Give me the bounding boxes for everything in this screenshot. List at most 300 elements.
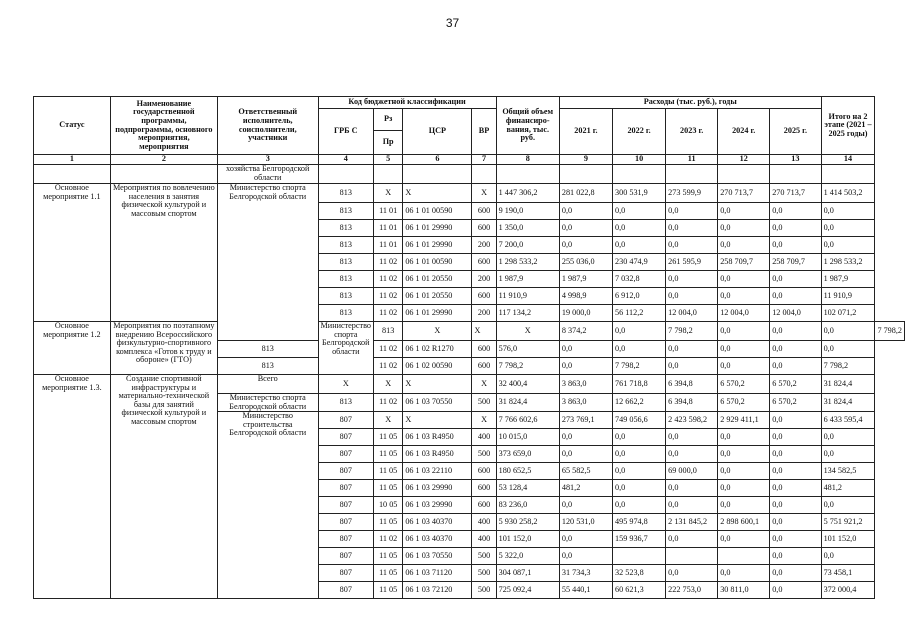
value-cell: 0,0 — [666, 480, 718, 497]
prev-empty — [403, 165, 472, 184]
value-cell: 0,0 — [821, 497, 875, 514]
value-cell: 06 1 01 29990 — [403, 237, 472, 254]
value-cell: 31 824,4 — [496, 394, 559, 412]
value-cell: 372 000,4 — [821, 582, 875, 599]
value-cell: 807 — [318, 531, 373, 548]
value-cell: 5 930 258,2 — [496, 514, 559, 531]
measure-name-cell: Создание спортивной инфраструктуры и материально-технической базы для занятий физической культурой и массовым спортом — [110, 375, 217, 599]
value-cell: 06 1 03 70550 — [403, 394, 472, 412]
value-cell: 813 — [318, 184, 373, 203]
value-cell: X — [403, 375, 472, 394]
value-cell: 32 523,8 — [613, 565, 666, 582]
value-cell: 83 236,0 — [496, 497, 559, 514]
value-cell: X — [403, 412, 472, 429]
value-cell: 200 — [472, 305, 496, 322]
value-cell: 0,0 — [770, 582, 821, 599]
responsible-cell: Министерство спорта Белгородской области — [217, 184, 318, 341]
value-cell: 2 131 845,2 — [666, 514, 718, 531]
value-cell: 0,0 — [559, 497, 612, 514]
value-cell: 11 01 — [374, 220, 403, 237]
value-cell: 7 032,8 — [613, 271, 666, 288]
value-cell: 273 599,9 — [666, 184, 718, 203]
value-cell: 0,0 — [613, 237, 666, 254]
value-cell: 0,0 — [770, 514, 821, 531]
value-cell: 0,0 — [770, 237, 821, 254]
header-year-2023: 2023 г. — [666, 109, 718, 155]
col-number: 1 — [34, 155, 111, 165]
value-cell: X — [374, 412, 403, 429]
prev-empty — [613, 165, 666, 184]
status-cell: Основное мероприятие 1.3. — [34, 375, 111, 599]
value-cell — [613, 548, 666, 565]
value-cell: 0,0 — [770, 480, 821, 497]
value-cell: 0,0 — [770, 220, 821, 237]
value-cell: 06 1 01 29990 — [403, 220, 472, 237]
prev-empty — [770, 165, 821, 184]
value-cell: 0,0 — [613, 497, 666, 514]
value-cell: 813 — [217, 341, 318, 358]
value-cell: 0,0 — [613, 220, 666, 237]
value-cell: 6 570,2 — [770, 375, 821, 394]
value-cell: 0,0 — [718, 497, 770, 514]
value-cell: 600 — [472, 497, 496, 514]
value-cell: 53 128,4 — [496, 480, 559, 497]
value-cell: 0,0 — [718, 341, 770, 358]
value-cell: 159 936,7 — [613, 531, 666, 548]
value-cell: 0,0 — [770, 412, 821, 429]
page-number: 37 — [445, 16, 460, 30]
header-expenses: Расходы (тыс. руб.), годы — [559, 97, 821, 109]
value-cell: 0,0 — [770, 288, 821, 305]
value-cell: 0,0 — [613, 463, 666, 480]
value-cell: X — [472, 322, 496, 341]
value-cell: 0,0 — [821, 322, 875, 341]
value-cell: 5 751 921,2 — [821, 514, 875, 531]
table-row — [34, 375, 905, 394]
header-total: Общий объем финансиро- вания, тыс. руб. — [496, 97, 559, 155]
value-cell: X — [403, 322, 472, 341]
value-cell: 0,0 — [770, 271, 821, 288]
value-cell: 400 — [472, 531, 496, 548]
value-cell: 10 05 — [374, 497, 403, 514]
value-cell: 807 — [318, 429, 373, 446]
value-cell: 56 112,2 — [613, 305, 666, 322]
value-cell: 11 02 — [374, 394, 403, 412]
value-cell: 73 458,1 — [821, 565, 875, 582]
value-cell: 500 — [472, 548, 496, 565]
value-cell: 600 — [472, 220, 496, 237]
value-cell: 11 02 — [374, 254, 403, 271]
value-cell: 600 — [472, 254, 496, 271]
value-cell: 117 134,2 — [496, 305, 559, 322]
value-cell: 373 659,0 — [496, 446, 559, 463]
value-cell: 7 798,2 — [821, 358, 875, 375]
value-cell: 06 1 01 20550 — [403, 288, 472, 305]
value-cell: 0,0 — [666, 271, 718, 288]
value-cell: 600 — [472, 341, 496, 358]
value-cell: 11 01 — [374, 203, 403, 220]
value-cell: 400 — [472, 514, 496, 531]
col-number: 10 — [613, 155, 666, 165]
value-cell: 12 004,0 — [770, 305, 821, 322]
value-cell: 0,0 — [770, 203, 821, 220]
prev-empty — [374, 165, 403, 184]
value-cell: 813 — [318, 237, 373, 254]
value-cell: 0,0 — [559, 429, 612, 446]
value-cell: 258 709,7 — [718, 254, 770, 271]
value-cell: 0,0 — [613, 429, 666, 446]
table-row — [34, 322, 905, 341]
value-cell: 31 824,4 — [821, 394, 875, 412]
prev-empty — [496, 165, 559, 184]
value-cell: 576,0 — [496, 341, 559, 358]
value-cell: 200 — [472, 237, 496, 254]
value-cell: 0,0 — [666, 203, 718, 220]
value-cell: 495 974,8 — [613, 514, 666, 531]
value-cell: 12 004,0 — [666, 305, 718, 322]
value-cell — [666, 548, 718, 565]
value-cell: 807 — [318, 412, 373, 429]
value-cell: 11 05 — [374, 514, 403, 531]
value-cell: 500 — [472, 582, 496, 599]
responsible-cell: Министерство строительства Белгородской области — [217, 412, 318, 599]
value-cell: 400 — [472, 429, 496, 446]
col-number: 6 — [403, 155, 472, 165]
value-cell: 06 1 03 72120 — [403, 582, 472, 599]
value-cell: 3 863,0 — [559, 375, 612, 394]
value-cell: 813 — [318, 288, 373, 305]
col-number: 5 — [374, 155, 403, 165]
value-cell: 06 1 01 29990 — [403, 305, 472, 322]
value-cell: 761 718,8 — [613, 375, 666, 394]
value-cell: 258 709,7 — [770, 254, 821, 271]
value-cell: 1 350,0 — [496, 220, 559, 237]
value-cell: 6 394,8 — [666, 375, 718, 394]
value-cell: 06 1 03 70550 — [403, 548, 472, 565]
value-cell: 101 152,0 — [821, 531, 875, 548]
value-cell: 06 1 03 R4950 — [403, 446, 472, 463]
value-cell: 2 898 600,1 — [718, 514, 770, 531]
value-cell: 500 — [472, 446, 496, 463]
col-number: 11 — [666, 155, 718, 165]
header-year-2025: 2025 г. — [770, 109, 821, 155]
value-cell: 500 — [472, 394, 496, 412]
value-cell: 0,0 — [718, 203, 770, 220]
value-cell: X — [472, 184, 496, 203]
header-budget-code: Код бюджетной классификации — [318, 97, 496, 109]
value-cell: 0,0 — [718, 446, 770, 463]
value-cell: 11 02 — [374, 531, 403, 548]
value-cell: 807 — [318, 565, 373, 582]
value-cell: 19 000,0 — [559, 305, 612, 322]
prev-empty — [472, 165, 496, 184]
value-cell: 6 570,2 — [718, 394, 770, 412]
header-pr: Пр — [374, 131, 403, 155]
value-cell: 12 004,0 — [718, 305, 770, 322]
value-cell: 120 531,0 — [559, 514, 612, 531]
prev-empty — [821, 165, 875, 184]
header-name: Наименование государственной программы, подпрограммы, основного мероприятия, мероприятия — [110, 97, 217, 155]
value-cell: 813 — [217, 358, 318, 375]
value-cell: 06 1 02 00590 — [403, 358, 472, 375]
value-cell: 0,0 — [718, 429, 770, 446]
value-cell: 600 — [472, 463, 496, 480]
value-cell: 6 394,8 — [666, 394, 718, 412]
value-cell: 2 423 598,2 — [666, 412, 718, 429]
value-cell: 600 — [472, 203, 496, 220]
value-cell: 06 1 03 R4950 — [403, 429, 472, 446]
responsible-cell: Всего — [217, 375, 318, 394]
value-cell: 102 071,2 — [821, 305, 875, 322]
value-cell: 281 022,8 — [559, 184, 612, 203]
value-cell: 06 1 01 00590 — [403, 254, 472, 271]
value-cell: 0,0 — [613, 480, 666, 497]
responsible-cell: Министерство спорта Белгородской области — [318, 322, 373, 375]
value-cell: 11 02 — [374, 288, 403, 305]
value-cell: 6 912,0 — [613, 288, 666, 305]
value-cell: 06 1 03 29990 — [403, 480, 472, 497]
col-number: 3 — [217, 155, 318, 165]
value-cell: 0,0 — [770, 322, 821, 341]
value-cell: 4 998,9 — [559, 288, 612, 305]
value-cell: 06 1 01 00590 — [403, 203, 472, 220]
value-cell: 06 1 03 40370 — [403, 531, 472, 548]
header-csr: ЦСР — [403, 109, 472, 155]
value-cell: 0,0 — [770, 463, 821, 480]
value-cell: 0,0 — [666, 288, 718, 305]
value-cell: 807 — [318, 463, 373, 480]
table-row — [34, 184, 905, 203]
value-cell: 11 02 — [374, 271, 403, 288]
value-cell: 06 1 03 71120 — [403, 565, 472, 582]
value-cell: 11 01 — [374, 237, 403, 254]
prev-empty — [559, 165, 612, 184]
value-cell: 500 — [472, 565, 496, 582]
value-cell: 807 — [318, 514, 373, 531]
value-cell — [718, 548, 770, 565]
value-cell: 7 798,2 — [666, 322, 718, 341]
value-cell: 31 734,3 — [559, 565, 612, 582]
value-cell: 0,0 — [559, 531, 612, 548]
value-cell: 273 769,1 — [559, 412, 612, 429]
col-number: 14 — [821, 155, 875, 165]
value-cell: 0,0 — [613, 446, 666, 463]
value-cell: 481,2 — [821, 480, 875, 497]
value-cell: 0,0 — [770, 429, 821, 446]
value-cell: 0,0 — [613, 341, 666, 358]
value-cell: 749 056,6 — [613, 412, 666, 429]
value-cell: 0,0 — [718, 288, 770, 305]
value-cell: 11 02 — [374, 305, 403, 322]
value-cell: 06 1 02 R1270 — [403, 341, 472, 358]
col-number: 8 — [496, 155, 559, 165]
value-cell: 06 1 03 29990 — [403, 497, 472, 514]
value-cell: 7 798,2 — [613, 358, 666, 375]
value-cell: 0,0 — [718, 358, 770, 375]
value-cell: 180 652,5 — [496, 463, 559, 480]
col-number: 7 — [472, 155, 496, 165]
value-cell: X — [403, 184, 472, 203]
value-cell: 481,2 — [559, 480, 612, 497]
value-cell: 0,0 — [718, 480, 770, 497]
value-cell: 11 05 — [374, 565, 403, 582]
measure-name-cell: Мероприятия по поэтапному внедрению Всероссийского физкультурно-спортивного комплекса «Готов к труду и обороне» (ГТО) — [110, 322, 217, 375]
value-cell: 65 582,5 — [559, 463, 612, 480]
value-cell: X — [374, 375, 403, 394]
prev-empty — [666, 165, 718, 184]
value-cell: 0,0 — [821, 237, 875, 254]
value-cell: X — [472, 412, 496, 429]
value-cell: 807 — [318, 446, 373, 463]
value-cell: 0,0 — [559, 341, 612, 358]
status-cell: Основное мероприятие 1.1 — [34, 184, 111, 322]
value-cell: 0,0 — [770, 446, 821, 463]
value-cell: 600 — [472, 480, 496, 497]
value-cell: 06 1 03 22110 — [403, 463, 472, 480]
value-cell: 0,0 — [821, 203, 875, 220]
value-cell: 11 05 — [374, 463, 403, 480]
prev-empty — [718, 165, 770, 184]
value-cell: 0,0 — [666, 237, 718, 254]
value-cell: 304 087,1 — [496, 565, 559, 582]
col-number: 4 — [318, 155, 373, 165]
value-cell: 1 447 306,2 — [496, 184, 559, 203]
value-cell: 06 1 03 40370 — [403, 514, 472, 531]
col-number: 2 — [110, 155, 217, 165]
value-cell: 6 570,2 — [770, 394, 821, 412]
value-cell: 11 910,9 — [496, 288, 559, 305]
value-cell: 0,0 — [559, 358, 612, 375]
value-cell: 0,0 — [559, 237, 612, 254]
value-cell: 1 298 533,2 — [821, 254, 875, 271]
header-year-2024: 2024 г. — [718, 109, 770, 155]
value-cell: 255 036,0 — [559, 254, 612, 271]
value-cell: 0,0 — [718, 531, 770, 548]
prev-empty — [318, 165, 373, 184]
value-cell: 600 — [472, 358, 496, 375]
value-cell: 0,0 — [666, 565, 718, 582]
value-cell: 0,0 — [666, 341, 718, 358]
status-cell: Основное мероприятие 1.2 — [34, 322, 111, 375]
responsible-cell: Министерство спорта Белгородской области — [217, 394, 318, 412]
value-cell: 0,0 — [613, 322, 666, 341]
value-cell: 1 414 503,2 — [821, 184, 875, 203]
header-status: Статус — [34, 97, 111, 155]
value-cell: 0,0 — [821, 548, 875, 565]
value-cell: 10 015,0 — [496, 429, 559, 446]
value-cell: 11 02 — [374, 358, 403, 375]
value-cell: 270 713,7 — [718, 184, 770, 203]
value-cell: 11 05 — [374, 582, 403, 599]
value-cell: 0,0 — [559, 203, 612, 220]
value-cell: 813 — [318, 271, 373, 288]
value-cell: 0,0 — [559, 220, 612, 237]
value-cell: X — [496, 322, 559, 341]
value-cell: 1 987,9 — [496, 271, 559, 288]
value-cell: 0,0 — [770, 358, 821, 375]
value-cell: 11 05 — [374, 480, 403, 497]
value-cell: 807 — [318, 480, 373, 497]
value-cell: 0,0 — [666, 446, 718, 463]
value-cell: 3 863,0 — [559, 394, 612, 412]
value-cell: 1 298 533,2 — [496, 254, 559, 271]
value-cell: 55 440,1 — [559, 582, 612, 599]
value-cell: 807 — [318, 582, 373, 599]
value-cell: 12 662,2 — [613, 394, 666, 412]
value-cell: 06 1 01 20550 — [403, 271, 472, 288]
value-cell: 813 — [318, 394, 373, 412]
header-year-2021: 2021 г. — [559, 109, 612, 155]
value-cell: 0,0 — [666, 531, 718, 548]
value-cell: 1 987,9 — [559, 271, 612, 288]
header-rz: Рз — [374, 109, 403, 131]
value-cell: 11 910,9 — [821, 288, 875, 305]
value-cell: 0,0 — [666, 220, 718, 237]
value-cell: 807 — [318, 497, 373, 514]
header-stage-total: Итого на 2 этапе (2021 – 2025 годы) — [821, 97, 875, 155]
value-cell: 0,0 — [559, 446, 612, 463]
value-cell: 0,0 — [770, 548, 821, 565]
value-cell: 0,0 — [559, 548, 612, 565]
value-cell: 32 400,4 — [496, 375, 559, 394]
value-cell: 0,0 — [821, 446, 875, 463]
header-grbs: ГРБ С — [318, 109, 373, 155]
value-cell: 31 824,4 — [821, 375, 875, 394]
value-cell: 60 621,3 — [613, 582, 666, 599]
value-cell: 0,0 — [718, 463, 770, 480]
value-cell: 101 152,0 — [496, 531, 559, 548]
value-cell: 813 — [318, 254, 373, 271]
header-vr: ВР — [472, 109, 496, 155]
value-cell: 813 — [318, 220, 373, 237]
value-cell: 11 05 — [374, 446, 403, 463]
value-cell: X — [374, 184, 403, 203]
value-cell: 270 713,7 — [770, 184, 821, 203]
col-number: 13 — [770, 155, 821, 165]
prev-continuation: хозяйства Белгородской области — [217, 165, 318, 184]
value-cell: 813 — [374, 322, 403, 341]
value-cell: 261 595,9 — [666, 254, 718, 271]
value-cell: X — [472, 375, 496, 394]
value-cell: 0,0 — [770, 531, 821, 548]
value-cell: 222 753,0 — [666, 582, 718, 599]
value-cell: 600 — [472, 288, 496, 305]
value-cell: 200 — [472, 271, 496, 288]
value-cell: 813 — [318, 305, 373, 322]
value-cell: 813 — [318, 203, 373, 220]
value-cell: 7 766 602,6 — [496, 412, 559, 429]
value-cell: 6 570,2 — [718, 375, 770, 394]
value-cell: 0,0 — [770, 341, 821, 358]
col-number: 9 — [559, 155, 612, 165]
value-cell: 0,0 — [821, 341, 875, 358]
budget-table — [33, 96, 905, 599]
value-cell: 11 05 — [374, 429, 403, 446]
prev-empty — [34, 165, 111, 184]
value-cell: 7 200,0 — [496, 237, 559, 254]
value-cell: 7 798,2 — [496, 358, 559, 375]
prev-empty — [110, 165, 217, 184]
value-cell: 0,0 — [770, 565, 821, 582]
value-cell: X — [318, 375, 373, 394]
header-year-2022: 2022 г. — [613, 109, 666, 155]
value-cell: 30 811,0 — [718, 582, 770, 599]
value-cell: 8 374,2 — [559, 322, 612, 341]
header-responsible: Ответственный исполнитель, соисполнители, участники — [217, 97, 318, 155]
value-cell: 230 474,9 — [613, 254, 666, 271]
measure-name-cell: Мероприятия по вовлечению населения в занятия физической культурой и массовым спортом — [110, 184, 217, 322]
value-cell: 0,0 — [718, 220, 770, 237]
